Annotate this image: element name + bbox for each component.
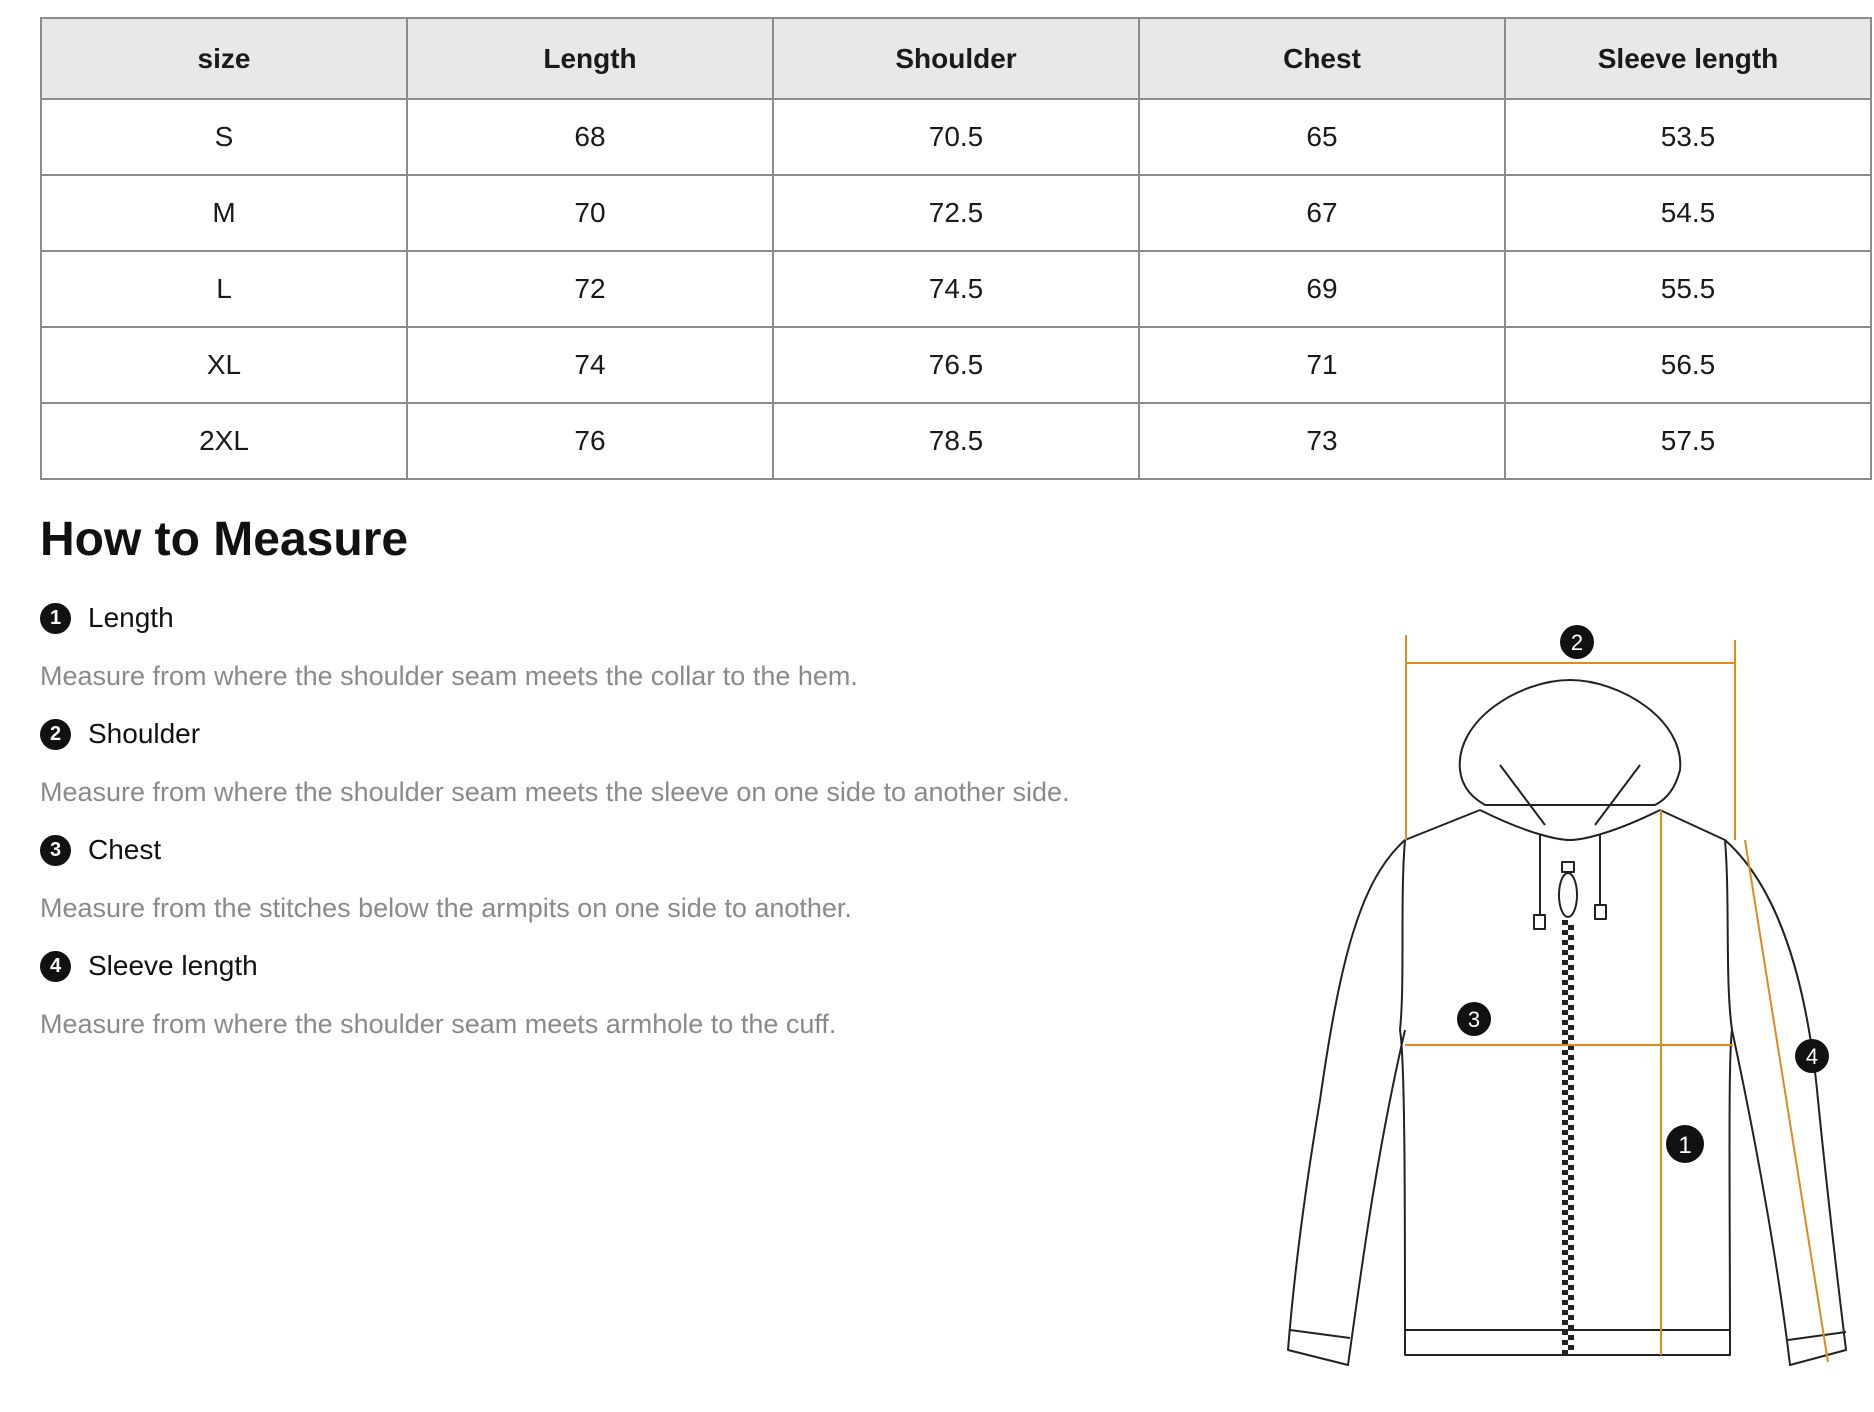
hood-opening — [1500, 765, 1640, 825]
cell-length: 74 — [407, 327, 773, 403]
right-cuff — [1788, 1332, 1846, 1340]
table-row — [41, 403, 1871, 479]
cell-shoulder: 74.5 — [773, 251, 1139, 327]
size-chart-table — [40, 17, 1872, 480]
cell-length: 70 — [407, 175, 773, 251]
guide-item-description: Measure from where the shoulder seam meets the sleeve on one side to another side. — [40, 777, 1070, 807]
guide-item-title: Shoulder — [88, 718, 201, 749]
drawstring-left-tip — [1534, 915, 1545, 929]
sleeve-measure-line — [1745, 840, 1828, 1362]
zipper-teeth — [1565, 920, 1571, 1355]
table-row — [41, 175, 1871, 251]
guide-item-shoulder — [40, 716, 200, 752]
guide-item-sleeve-length — [40, 948, 258, 984]
hoodie-hood — [1460, 680, 1681, 805]
header-length: Length — [407, 18, 773, 99]
cell-sleeve-length: 57.5 — [1505, 403, 1871, 479]
guide-item-length — [40, 600, 174, 636]
cell-chest: 65 — [1139, 99, 1505, 175]
number-4-icon: 4 — [40, 951, 71, 982]
marker-1-label: 1 — [1678, 1132, 1692, 1159]
table-row — [41, 99, 1871, 175]
hoodie-collar — [1480, 810, 1660, 840]
number-1-icon: 1 — [40, 603, 71, 634]
cell-size: XL — [41, 327, 407, 403]
left-cuff — [1290, 1330, 1350, 1338]
marker-3 — [1457, 1002, 1491, 1036]
cell-length: 72 — [407, 251, 773, 327]
marker-2-label: 2 — [1570, 630, 1584, 655]
hoodie-left-sleeve — [1288, 840, 1405, 1365]
hoodie-measurement-diagram — [1265, 615, 1874, 1375]
cell-length: 76 — [407, 403, 773, 479]
cell-size: 2XL — [41, 403, 407, 479]
measurement-lines — [1405, 635, 1828, 1362]
cell-sleeve-length: 55.5 — [1505, 251, 1871, 327]
cell-length: 68 — [407, 99, 773, 175]
header-sleeve-length: Sleeve length — [1505, 18, 1871, 99]
drawstring-right-tip — [1595, 905, 1606, 919]
marker-4-label: 4 — [1805, 1044, 1819, 1069]
number-3-icon: 3 — [40, 835, 71, 866]
cell-shoulder: 78.5 — [773, 403, 1139, 479]
table-row — [41, 251, 1871, 327]
marker-2 — [1560, 625, 1594, 659]
cell-chest: 71 — [1139, 327, 1505, 403]
guide-item-title: Length — [88, 602, 174, 633]
how-to-measure-title: How to Measure — [40, 513, 409, 566]
header-size: size — [41, 18, 407, 99]
header-chest: Chest — [1139, 18, 1505, 99]
guide-item-description: Measure from where the shoulder seam meets armhole to the cuff. — [40, 1009, 837, 1039]
cell-sleeve-length: 54.5 — [1505, 175, 1871, 251]
guide-item-description: Measure from the stitches below the armpits on one side to another. — [40, 893, 852, 923]
cell-chest: 67 — [1139, 175, 1505, 251]
guide-item-title: Sleeve length — [88, 950, 258, 981]
cell-sleeve-length: 53.5 — [1505, 99, 1871, 175]
cell-shoulder: 70.5 — [773, 99, 1139, 175]
cell-shoulder: 72.5 — [773, 175, 1139, 251]
zipper-slider — [1562, 862, 1574, 872]
table-row — [41, 327, 1871, 403]
table-header-row — [41, 18, 1871, 99]
guide-item-title: Chest — [88, 834, 162, 865]
marker-1 — [1666, 1125, 1704, 1163]
guide-item-chest — [40, 832, 161, 868]
cell-shoulder: 76.5 — [773, 327, 1139, 403]
cell-sleeve-length: 56.5 — [1505, 327, 1871, 403]
cell-size: S — [41, 99, 407, 175]
header-shoulder: Shoulder — [773, 18, 1139, 99]
zipper-pull-icon — [1559, 873, 1577, 917]
guide-item-description: Measure from where the shoulder seam meets the collar to the hem. — [40, 661, 858, 691]
cell-chest: 69 — [1139, 251, 1505, 327]
number-2-icon: 2 — [40, 719, 71, 750]
marker-3-label: 3 — [1467, 1007, 1481, 1032]
cell-size: M — [41, 175, 407, 251]
drawstrings — [1540, 835, 1600, 915]
hoodie-right-sleeve — [1725, 840, 1846, 1365]
cell-chest: 73 — [1139, 403, 1505, 479]
cell-size: L — [41, 251, 407, 327]
marker-4 — [1795, 1039, 1829, 1073]
